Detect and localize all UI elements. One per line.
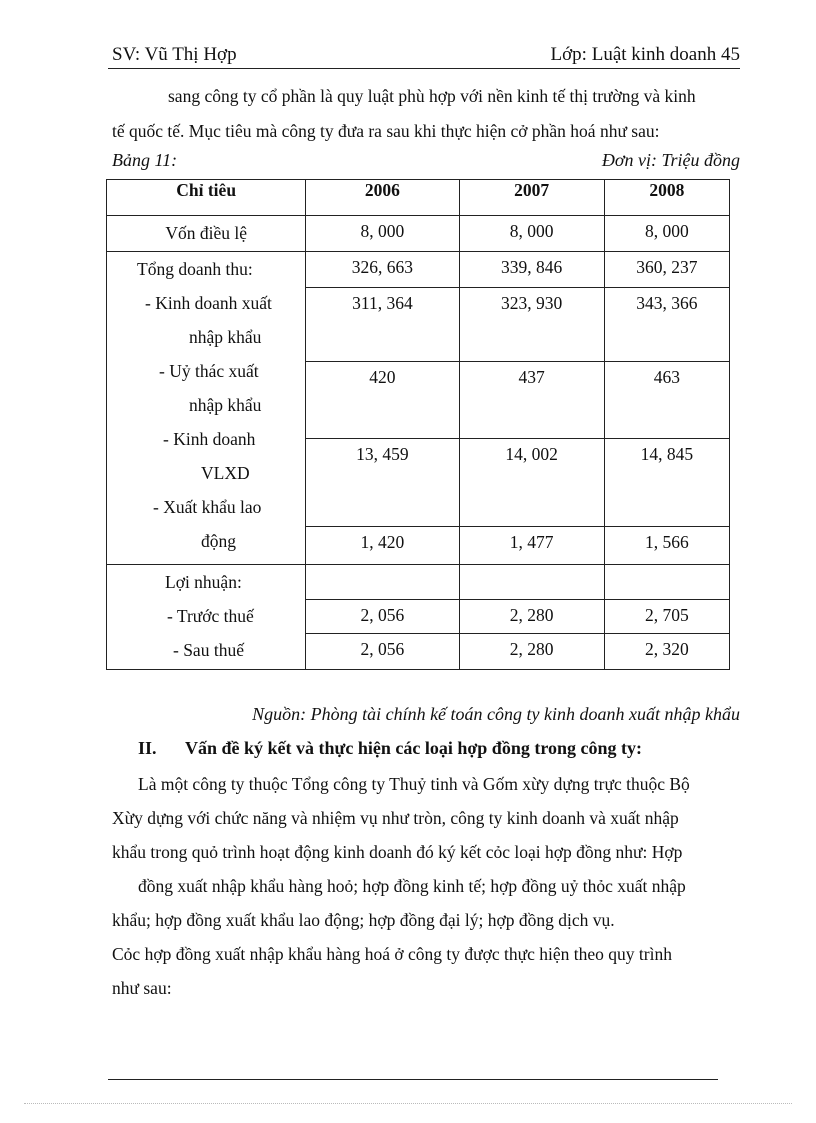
data-table: [106, 179, 730, 670]
table-cell: 2, 320: [604, 634, 729, 670]
body-line-6: Cỏc hợp đồng xuất nhập khẩu hàng hoá ở công ty được thực hiện theo quy trình: [112, 944, 672, 964]
intro-line-2: tế quốc tế. Mục tiêu mà công ty đưa ra sau khi thực hiện cở phần hoá như sau:: [112, 121, 660, 141]
table-cell: 2, 280: [459, 600, 604, 634]
table-cell: 13, 459: [306, 439, 459, 527]
body-line-1: Là một công ty thuộc Tổng công ty Thuỷ tinh và Gốm xừy dựng trực thuộc Bộ: [138, 774, 690, 794]
row-label: - Uỷ thác xuất: [159, 361, 259, 381]
table-cell: 8, 000: [306, 216, 459, 252]
table-row: [107, 252, 730, 288]
header-cell-2006: 2006: [306, 180, 459, 216]
row-label: Tổng doanh thu:: [137, 259, 253, 279]
row-label: động: [201, 531, 236, 551]
table-cell: [306, 565, 459, 600]
row-label: nhập khẩu: [189, 395, 262, 415]
section-number: II.: [138, 738, 157, 758]
table-cell: 2, 056: [306, 634, 459, 670]
table-unit: Đơn vị: Triệu đồng: [601, 150, 740, 170]
table-cell: 311, 364: [306, 288, 459, 362]
header-cell-indicator: Chỉ tiêu: [107, 180, 306, 216]
table-row: [107, 216, 730, 252]
header-class-name: Lớp: Luật kinh doanh 45: [550, 44, 740, 65]
table-cell: 1, 566: [604, 527, 729, 565]
table-header-row: [107, 180, 730, 216]
table-cell: 8, 000: [459, 216, 604, 252]
row-label: - Kinh doanh: [163, 429, 256, 449]
body-line-4: đồng xuất nhập khẩu hàng hoỏ; hợp đồng kinh tế; hợp đồng uỷ thỏc xuất nhập: [138, 876, 686, 896]
section-title: Vấn đề ký kết và thực hiện các loại hợp đồng trong công ty:: [185, 738, 642, 758]
page-edge-dots: [24, 1103, 792, 1104]
section-heading: [138, 738, 642, 759]
body-line-2: Xừy dựng với chức năng và nhiệm vụ như tròn, công ty kinh doanh và xuất nhập: [112, 808, 679, 828]
table-cell: 360, 237: [604, 252, 729, 288]
table-cell: 14, 845: [604, 439, 729, 527]
body-line-7: như sau:: [112, 978, 172, 998]
intro-line-1: sang công ty cổ phần là quy luật phù hợp với nền kinh tế thị trường và kinh: [168, 86, 696, 106]
table-source-note: Nguồn: Phòng tài chính kế toán công ty kinh doanh xuất nhập khẩu: [252, 704, 740, 724]
table-cell: 14, 002: [459, 439, 604, 527]
table-cell: 2, 280: [459, 634, 604, 670]
row-label: - Trước thuế: [167, 606, 254, 626]
row-label: nhập khẩu: [189, 327, 262, 347]
footer-divider: [108, 1079, 718, 1080]
row-label: - Kinh doanh xuất: [145, 293, 272, 313]
header-cell-2007: 2007: [459, 180, 604, 216]
row-label: VLXD: [201, 463, 250, 483]
row-label: - Sau thuế: [173, 640, 244, 660]
table-cell: [459, 565, 604, 600]
table-caption: Bảng 11:: [112, 150, 178, 170]
header-divider: [108, 68, 740, 69]
table-cell: 343, 366: [604, 288, 729, 362]
table-cell: 1, 477: [459, 527, 604, 565]
header-cell-2008: 2008: [604, 180, 729, 216]
table-cell: 2, 056: [306, 600, 459, 634]
table-row: [107, 565, 730, 600]
body-line-3: khẩu trong quỏ trình hoạt động kinh doanh đó ký kết cỏc loại hợp đồng như: Hợp: [112, 842, 683, 862]
table-cell: 463: [604, 362, 729, 439]
table-cell: 437: [459, 362, 604, 439]
table-cell: 326, 663: [306, 252, 459, 288]
table-cell: 8, 000: [604, 216, 729, 252]
table-cell: 1, 420: [306, 527, 459, 565]
row-label: Lợi nhuận:: [165, 572, 242, 592]
table-cell: 420: [306, 362, 459, 439]
table-cell: [604, 565, 729, 600]
table-cell: 323, 930: [459, 288, 604, 362]
table-cell: 2, 705: [604, 600, 729, 634]
row-label: - Xuất khẩu lao: [153, 497, 262, 517]
body-line-5: khẩu; hợp đồng xuất khẩu lao động; hợp đồng đại lý; hợp đồng dịch vụ.: [112, 910, 615, 930]
row-label: Vốn điều lệ: [165, 223, 247, 243]
table-cell: 339, 846: [459, 252, 604, 288]
header-student-name: SV: Vũ Thị Hợp: [112, 44, 237, 65]
